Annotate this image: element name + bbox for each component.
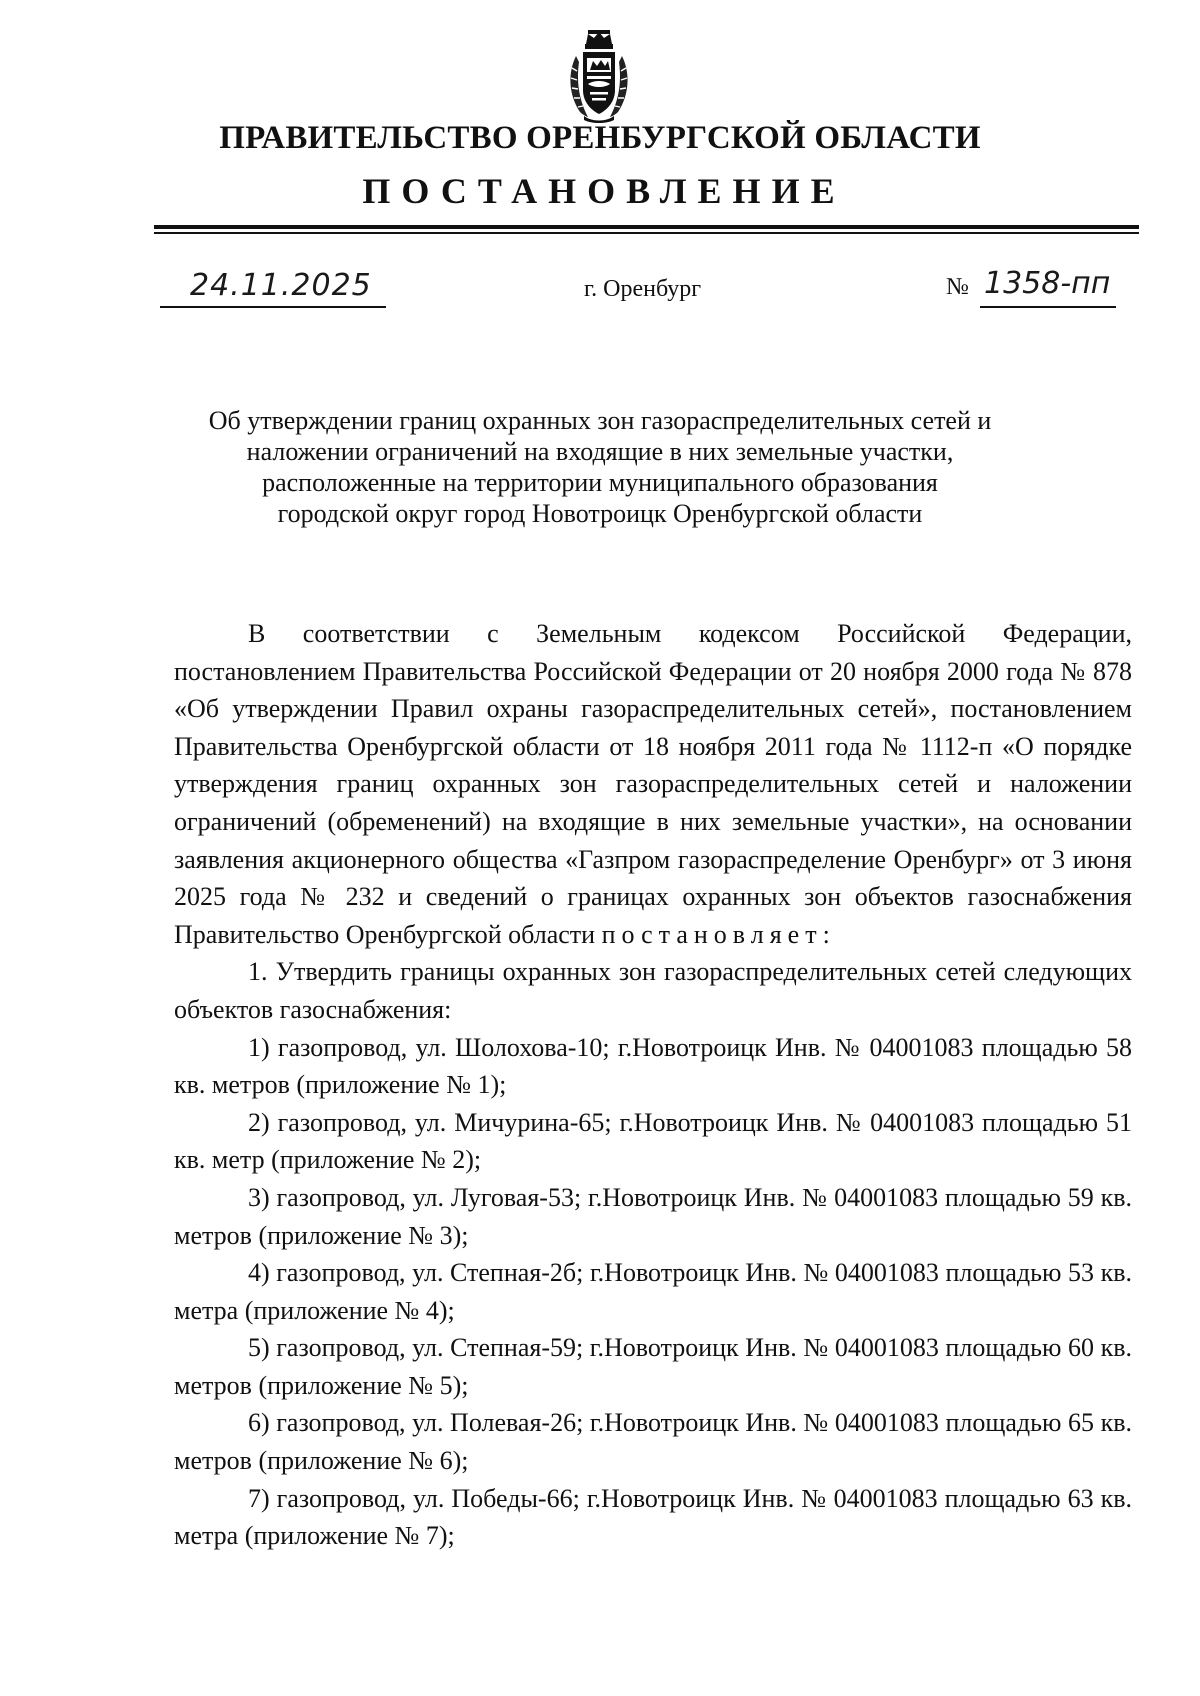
subitem-3: 3) газопровод, ул. Луговая-53; г.Новотроицк Инв. № 04001083 площадью 59 кв. метров (приложение № 3); [174,1182,1132,1250]
subitem-1: 1) газопровод, ул. Шолохова-10; г.Новотроицк Инв. № 04001083 площадью 58 кв. метров (приложение № 1); [174,1032,1132,1100]
subitem-2: 2) газопровод, ул. Мичурина-65; г.Новотроицк Инв. № 04001083 площадью 51 кв. метр (приложение № 2); [174,1107,1132,1175]
header-rule-thick [154,225,1139,229]
decree-word: постановляет: [601,919,836,949]
number-label: № [946,274,969,300]
subject-line: городской округ город Новотроицк Оренбургской области [277,499,923,528]
subject-line: Об утверждении границ охранных зон газораспределительных сетей и [208,406,992,435]
document-type: ПОСТАНОВЛЕНИЕ [362,171,846,211]
date-underline [160,306,386,308]
coat-of-arms-icon [566,28,632,124]
subitem-7: 7) газопровод, ул. Победы-66; г.Новотроицк Инв. № 04001083 площадью 63 кв. метра (приложение № 7); [174,1483,1132,1551]
document-subject [180,405,1020,529]
document-number: 1358-пп [984,266,1111,301]
document-date: 24.11.2025 [190,268,372,303]
subject-line: расположенные на территории муниципального образования [262,468,938,497]
organization-title: ПРАВИТЕЛЬСТВО ОРЕНБУРГСКОЙ ОБЛАСТИ [219,120,981,156]
subitem-6: 6) газопровод, ул. Полевая-26; г.Новотроицк Инв. № 04001083 площадью 65 кв. метров (приложение № 6); [174,1408,1132,1476]
document-city: г. Оренбург [584,276,702,302]
subitem-4: 4) газопровод, ул. Степная-2б; г.Новотроицк Инв. № 04001083 площадью 53 кв. метра (приложение № 4); [174,1258,1132,1325]
number-underline [980,306,1116,308]
header-rule-thin [154,232,1139,234]
subject-line: наложении ограничений на входящие в них земельные участки, [246,437,954,466]
item-1: 1. Утвердить границы охранных зон газораспределительных сетей следующих объектов газоснабжения: [174,957,1132,1024]
preamble-text: В соответствии с Земельным кодексом Российской Федерации, постановлением Правительства Российской Федерации от 20 ноября 2000 года № 878 «Об утверждении Правил охраны газораспределительных сетей», постановлением Правительства Оренбургской области от 18 ноября 2011 года № 1112-п «О порядке утверждения границ охранных зон газораспределительных сетей и наложении ограничений (обременений) на входящие в них земельные участки», на основании заявления акционерного общества «Газпром газораспределение Оренбург» от 3 июня 2025 года № 232 и сведений о границах охранных зон объектов газоснабжения Правительство Оренбургской области [174,619,1132,949]
subitem-5: 5) газопровод, ул. Степная-59; г.Новотроицк Инв. № 04001083 площадью 60 кв. метров (приложение № 5); [174,1333,1132,1400]
document-body [174,615,1132,1555]
preamble-paragraph [174,615,1132,953]
